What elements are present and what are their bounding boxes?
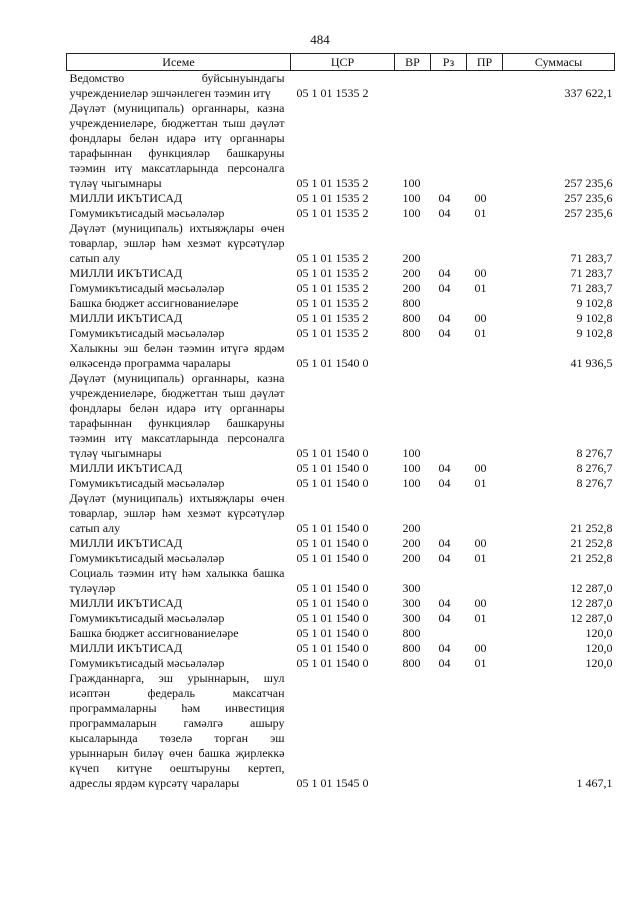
- row-pr: 01: [474, 206, 487, 220]
- row-sum: 120,0: [585, 626, 613, 640]
- table-row: [67, 551, 615, 566]
- row-vr: 300: [402, 611, 421, 625]
- row-csr: 05 1 01 1535 2: [296, 251, 369, 265]
- row-rz: [431, 101, 467, 191]
- row-name: МИЛЛИ ИКЪТИСАД: [69, 641, 183, 655]
- table-body: [67, 71, 615, 792]
- row-csr: 05 1 01 1540 0: [296, 656, 369, 670]
- row-pr: [467, 221, 503, 266]
- table-row: [67, 626, 615, 641]
- row-pr: 00: [474, 311, 487, 325]
- table-row: [67, 296, 615, 311]
- row-pr: 00: [474, 191, 487, 205]
- table-row: [67, 611, 615, 626]
- row-vr: 100: [402, 191, 421, 205]
- row-rz: [431, 71, 467, 102]
- header-row: [67, 54, 615, 71]
- row-csr: 05 1 01 1535 2: [296, 206, 369, 220]
- row-sum: 21 252,8: [570, 536, 613, 550]
- row-name: Гомумикътисадый мәсьәләләр: [69, 611, 225, 625]
- row-rz: 04: [438, 611, 451, 625]
- row-rz: 04: [438, 476, 451, 490]
- row-csr: 05 1 01 1540 0: [296, 476, 369, 490]
- row-sum: 41 936,5: [570, 356, 613, 370]
- table-row: [67, 671, 615, 791]
- row-csr: 05 1 01 1535 2: [296, 266, 369, 280]
- row-vr: 200: [402, 266, 421, 280]
- row-vr: 200: [402, 536, 421, 550]
- row-vr: 200: [402, 251, 421, 265]
- row-sum: 8 276,7: [576, 461, 613, 475]
- row-csr: 05 1 01 1540 0: [296, 551, 369, 565]
- row-csr: 05 1 01 1540 0: [296, 536, 369, 550]
- row-sum: 21 252,8: [570, 521, 613, 535]
- row-sum: 120,0: [585, 641, 613, 655]
- row-name: Дәүләт (муниципаль) ихтыяҗлары өчен товарлар, эшләр һәм хезмәт күрсәтүләр сатып алу: [69, 491, 285, 535]
- row-rz: 04: [438, 266, 451, 280]
- row-name: Гомумикътисадый мәсьәләләр: [69, 551, 225, 565]
- row-name: МИЛЛИ ИКЪТИСАД: [69, 266, 183, 280]
- row-pr: [467, 341, 503, 371]
- row-sum: 12 287,0: [570, 581, 613, 595]
- row-sum: 9 102,8: [576, 326, 613, 340]
- row-vr: 800: [402, 311, 421, 325]
- table-row: [67, 326, 615, 341]
- row-sum: 9 102,8: [576, 296, 613, 310]
- row-vr: 200: [402, 521, 421, 535]
- row-name: Социаль тәэмин итү һәм халыкка башка түләүләр: [69, 566, 285, 595]
- page-number: 484: [310, 32, 330, 47]
- row-rz: 04: [438, 641, 451, 655]
- row-pr: 00: [474, 266, 487, 280]
- table-row: [67, 341, 615, 371]
- table-row: [67, 536, 615, 551]
- row-rz: [431, 221, 467, 266]
- row-sum: 12 287,0: [570, 611, 613, 625]
- row-name: МИЛЛИ ИКЪТИСАД: [69, 536, 183, 550]
- row-sum: 120,0: [585, 656, 613, 670]
- row-vr: 300: [402, 596, 421, 610]
- row-csr: 05 1 01 1540 0: [296, 626, 369, 640]
- row-rz: [431, 371, 467, 461]
- row-vr: 200: [402, 551, 421, 565]
- row-name: Гомумикътисадый мәсьәләләр: [69, 281, 225, 295]
- row-sum: 257 235,6: [564, 206, 613, 220]
- row-rz: [431, 626, 467, 641]
- table-row: [67, 206, 615, 221]
- row-csr: 05 1 01 1540 0: [296, 446, 369, 460]
- row-pr: [467, 626, 503, 641]
- row-rz: 04: [438, 596, 451, 610]
- row-csr: 05 1 01 1535 2: [296, 191, 369, 205]
- header-sum: Суммасы: [503, 54, 615, 71]
- row-vr: [395, 671, 431, 791]
- row-pr: 00: [474, 596, 487, 610]
- table-row: [67, 641, 615, 656]
- row-pr: [467, 566, 503, 596]
- row-rz: [431, 491, 467, 536]
- table-row: [67, 596, 615, 611]
- row-rz: 04: [438, 281, 451, 295]
- table-row: [67, 71, 615, 102]
- row-name: Гражданнарга, эш урыннарын, шул исәптән федераль максатчан программаларны һәм инвестиция программаларын гамәлгә ашыру кысаларында төзелә торган эш урыннарын биләү өчен башка җирлеккә күчеп китүне оештыруны кертеп, адреслы ярдәм күрсәтү чаралары: [69, 671, 285, 790]
- row-vr: 100: [402, 476, 421, 490]
- row-vr: 800: [402, 626, 421, 640]
- row-vr: 300: [402, 581, 421, 595]
- row-vr: 800: [402, 296, 421, 310]
- row-pr: [467, 101, 503, 191]
- row-csr: 05 1 01 1535 2: [296, 281, 369, 295]
- row-csr: 05 1 01 1545 0: [296, 776, 369, 790]
- row-rz: [431, 341, 467, 371]
- row-sum: 1 467,1: [576, 776, 613, 790]
- row-name: Башка бюджет ассигнованиеләре: [69, 626, 239, 640]
- header-pr: ПР: [467, 54, 503, 71]
- row-sum: 21 252,8: [570, 551, 613, 565]
- row-vr: [395, 71, 431, 102]
- row-csr: 05 1 01 1535 2: [296, 311, 369, 325]
- table-row: [67, 191, 615, 206]
- row-sum: 257 235,6: [564, 191, 613, 205]
- row-sum: 71 283,7: [570, 266, 613, 280]
- table-row: [67, 281, 615, 296]
- row-name: Дәүләт (муниципаль) органнары, казна учреждениеләре, бюджеттан тыш дәүләт фондлары белән идарә итү органнары тарафыннан функцияләр башкаруны тәэмин итү максатларында персоналга түләү чыгымнары: [69, 371, 285, 460]
- table-row: [67, 476, 615, 491]
- row-name: МИЛЛИ ИКЪТИСАД: [69, 311, 183, 325]
- row-vr: 200: [402, 281, 421, 295]
- row-rz: [431, 566, 467, 596]
- row-name: Башка бюджет ассигнованиеләре: [69, 296, 239, 310]
- row-pr: 01: [474, 281, 487, 295]
- row-name: Халыкны эш белән тәэмин итүгә ярдәм өлкәсендә программа чаралары: [69, 341, 285, 370]
- table-row: [67, 266, 615, 281]
- row-pr: 01: [474, 551, 487, 565]
- row-sum: 257 235,6: [564, 176, 613, 190]
- row-pr: 01: [474, 656, 487, 670]
- row-pr: [467, 671, 503, 791]
- table-row: [67, 656, 615, 671]
- row-pr: [467, 296, 503, 311]
- row-rz: [431, 671, 467, 791]
- header-csr: ЦСР: [291, 54, 395, 71]
- row-sum: 9 102,8: [576, 311, 613, 325]
- header-name: Исеме: [67, 54, 291, 71]
- table-row: [67, 491, 615, 536]
- row-pr: 01: [474, 476, 487, 490]
- table-row: [67, 566, 615, 596]
- row-csr: 05 1 01 1535 2: [296, 86, 369, 100]
- row-name: МИЛЛИ ИКЪТИСАД: [69, 596, 183, 610]
- row-name: Дәүләт (муниципаль) ихтыяҗлары өчен товарлар, эшләр һәм хезмәт күрсәтүләр сатып алу: [69, 221, 285, 265]
- row-vr: [395, 341, 431, 371]
- row-rz: 04: [438, 656, 451, 670]
- row-vr: 800: [402, 641, 421, 655]
- header-vr: ВР: [395, 54, 431, 71]
- row-name: Гомумикътисадый мәсьәләләр: [69, 206, 225, 220]
- row-sum: 12 287,0: [570, 596, 613, 610]
- row-csr: 05 1 01 1540 0: [296, 596, 369, 610]
- row-rz: [431, 296, 467, 311]
- row-name: Ведомство буйсынуындагы учреждениеләр эшчәнлеген тәэмин итү: [69, 71, 285, 100]
- row-csr: 05 1 01 1540 0: [296, 611, 369, 625]
- row-vr: 100: [402, 206, 421, 220]
- row-vr: 800: [402, 656, 421, 670]
- row-sum: 8 276,7: [576, 476, 613, 490]
- row-rz: 04: [438, 326, 451, 340]
- row-rz: 04: [438, 536, 451, 550]
- table-row: [67, 221, 615, 266]
- row-sum: 337 622,1: [564, 86, 613, 100]
- row-csr: 05 1 01 1540 0: [296, 641, 369, 655]
- table-row: [67, 371, 615, 461]
- row-pr: 00: [474, 536, 487, 550]
- row-pr: [467, 371, 503, 461]
- row-vr: 100: [402, 446, 421, 460]
- row-pr: [467, 491, 503, 536]
- row-name: Гомумикътисадый мәсьәләләр: [69, 476, 225, 490]
- row-sum: 71 283,7: [570, 281, 613, 295]
- table-row: [67, 311, 615, 326]
- row-vr: 100: [402, 176, 421, 190]
- header-rz: Рз: [431, 54, 467, 71]
- row-rz: 04: [438, 206, 451, 220]
- row-vr: 100: [402, 461, 421, 475]
- row-rz: 04: [438, 461, 451, 475]
- row-rz: 04: [438, 311, 451, 325]
- row-pr: 01: [474, 611, 487, 625]
- row-pr: 01: [474, 326, 487, 340]
- row-rz: 04: [438, 191, 451, 205]
- row-name: МИЛЛИ ИКЪТИСАД: [69, 191, 183, 205]
- row-csr: 05 1 01 1535 2: [296, 176, 369, 190]
- table-row: [67, 101, 615, 191]
- row-name: Дәүләт (муниципаль) органнары, казна учреждениеләре, бюджеттан тыш дәүләт фондлары белән идарә итү органнары тарафыннан функцияләр башкаруны тәэмин итү максатларында персоналга түләү чыгымнары: [69, 101, 285, 190]
- row-name: МИЛЛИ ИКЪТИСАД: [69, 461, 183, 475]
- row-name: Гомумикътисадый мәсьәләләр: [69, 326, 225, 340]
- row-vr: 800: [402, 326, 421, 340]
- row-csr: 05 1 01 1535 2: [296, 326, 369, 340]
- row-name: Гомумикътисадый мәсьәләләр: [69, 656, 225, 670]
- row-sum: 71 283,7: [570, 251, 613, 265]
- row-csr: 05 1 01 1540 0: [296, 521, 369, 535]
- budget-table: [66, 53, 615, 791]
- row-csr: 05 1 01 1540 0: [296, 461, 369, 475]
- row-sum: 8 276,7: [576, 446, 613, 460]
- row-csr: 05 1 01 1535 2: [296, 296, 369, 310]
- row-pr: [467, 71, 503, 102]
- row-csr: 05 1 01 1540 0: [296, 581, 369, 595]
- row-pr: 00: [474, 461, 487, 475]
- row-rz: 04: [438, 551, 451, 565]
- table-row: [67, 461, 615, 476]
- row-csr: 05 1 01 1540 0: [296, 356, 369, 370]
- row-pr: 00: [474, 641, 487, 655]
